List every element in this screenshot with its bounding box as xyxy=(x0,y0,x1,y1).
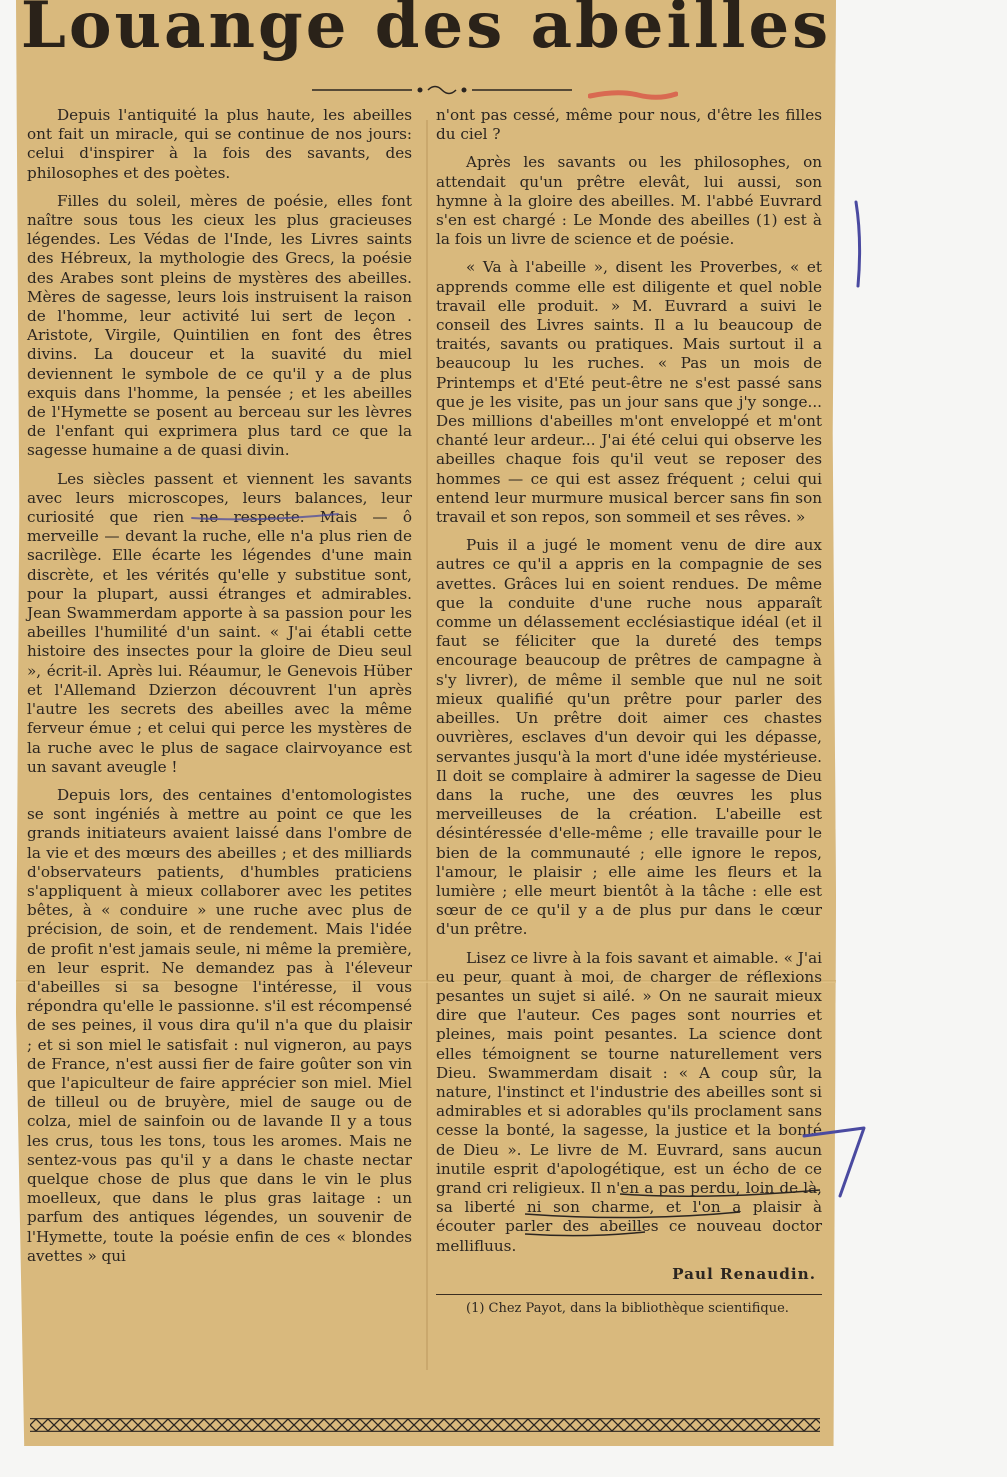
paragraph: Après les savants ou les philosophes, on attendait qu'un prêtre elevât, lui aussi, son hymne à la gloire des abeilles. M. l'abbé Euvrard s'en est chargé : Le Monde des abeilles (1) est à la fois un livre de science et de poésie. xyxy=(436,153,822,249)
paragraph: Filles du soleil, mères de poésie, elles font naître sous tous les cieux les plus gracieuses légendes. Les Védas de l'Inde, les Livres saints des Hébreux, la mythologie des Grecs, la poésie des Arabes sont pleins de mystères des abeilles. Mères de sagesse, leurs lois instruisent la raison de l'homme, leur activité lui sert de leçon . Aristote, Virgile, Quintilien en font des êtres divins. La douceur et la suavité du miel deviennent le symbole de ce qu'il y a de plus exquis dans l'homme, la pensée ; et les abeilles de l'Hymette se posent au berceau sur les lèvres de l'enfant qui exprimera plus tard ce que la sagesse humaine a de quasi divin. xyxy=(27,191,412,460)
author-signature: Paul Renaudin. xyxy=(672,1264,816,1283)
article-title: Louange des abeilles xyxy=(20,0,832,63)
blue-pen-underline xyxy=(190,508,340,524)
paragraph: Lisez ce livre à la fois savant et aimable. « J'ai eu peur, quant à moi, de charger de réflexions pesantes un sujet si ailé. » On ne saurait mieux dire que l'auteur. Ces pages sont nourries et pleines, mais point pesantes. La science dont elles témoignent se tourne naturellement vers Dieu. Swammerdam disait : « A coup sûr, la nature, l'instinct et l'industrie des abeilles sont si admirables et si adorables qu'ils proclament sans cesse la bonté, la sagesse, la justice et la bonté de Dieu ». Le livre de M. Euvrard, sans aucun inutile esprit d'apologétique, est un écho de ce grand cri religieux. Il n'en a pas perdu, loin de là, sa liberté ni son charme, et l'on a plaisir à écouter parler des abeilles ce nouveau doctor mellifluus. xyxy=(436,948,822,1255)
paragraph: Depuis l'antiquité la plus haute, les abeilles ont fait un miracle, qui se continue de nos jours: celui d'inspirer à la fois des savants, des philosophes et des poètes. xyxy=(27,106,412,182)
blue-pen-margin-mark xyxy=(846,200,868,290)
paragraph: « Va à l'abeille », disent les Proverbes, « et apprends comme elle est diligente et quel noble travail elle produit. » M. Euvrard a suivi le conseil des Livres saints. Il a lu beaucoup de traités, savants ou pratiques. Mais surtout il a beaucoup lu les ruches. « Pas un mois de Printemps et d'Eté peut-être ne s'est passé sans que je les visite, pas un jour sans que j'y songe... Des millions d'abeilles m'ont enveloppé et m'ont chanté leur ardeur... J'ai été celui qui observe les abeilles chaque fois qu'il veut se reposer des hommes — ce qui est assez fréquent ; celui qui entend leur murmure musical bercer sans fin son travail et son repos, son sommeil et ses rêves. » xyxy=(436,258,822,527)
paragraph: Depuis lors, des centaines d'entomologistes se sont ingéniés à mettre au point ce que les grands initiateurs avaient laissé dans l'ombre de la vie et des mœurs des abeilles ; et des milliards d'observateurs patients, d'humbles praticiens s'appliquent à mieux collaborer avec les petites bêtes, à « conduire » une ruche avec plus de précision, de soin, et de rendement. Mais l'idée de profit n'est jamais seule, ni même la première, en leur esprit. Ne demandez pas à l'éleveur d'abeilles si sa besogne l'intéresse, il vous répondra qu'elle le passionne. s'il est récompensé de ses peines, il vous dira qu'il n'a que du plaisir ; et si son miel le satisfait : nul vigneron, au pays de France, n'est aussi fier de faire goûter son vin que l'apiculteur de faire apprécier son miel. Miel de tilleul ou de bruyère, miel de sauge ou de colza, miel de sainfoin ou de lavande Il y a tous les crus, tous les tons, tous les aromes. Mais ne sentez-vous pas qu'il y a dans le chaste nectar quelque chose de plus que dans le vin le plus moelleux, que dans le plus gras laitage : un parfum des antiques légendes, un souvenir de l'Hymette, toute la poésie enfin de ces « blondes avettes » qui xyxy=(27,785,412,1265)
pen-underlines-quote xyxy=(525,1176,825,1252)
column-fold xyxy=(426,120,428,1370)
bottom-ornamental-border xyxy=(30,1418,820,1432)
paragraph: Puis il a jugé le moment venu de dire aux autres ce qu'il a appris en la compagnie de ses avettes. Grâces lui en soient rendues. De même que la conduite d'une ruche nous apparaît comme un délassement ecclésiastique idéal (et il faut se féliciter que la dureté des temps encourage beaucoup de prêtres de campagne à s'y livrer), de même il semble que nul ne soit mieux qualifié qu'un prêtre pour parler des abeilles. Un prêtre doit aimer ces chastes ouvrières, esclaves d'un devoir qui les dépasse, servantes jusqu'à la mort d'une idée mystérieuse. Il doit se complaire à admirer la sagesse de Dieu dans la ruche, une des œuvres les plus merveilleuses de la création. L'abeille est désintéressée d'elle-même ; elle travaille pour le bien de la communauté ; elle ignore le repos, l'amour, le plaisir ; elle aime les fleurs et la lumière ; elle meurt bientôt à la tâche : elle est sœur de ce qu'il y a de plus pur dans le cœur d'un prêtre. xyxy=(436,536,822,939)
paragraph: Les siècles passent et viennent les savants avec leurs microscopes, leurs balances, leur curiosité que rien ne respecte. Mais — ô merveille — devant la ruche, elle n'a plus rien de sacrilège. Elle écarte les légendes d'une main discrète, et les vérités qu'elle y substitue sont, pour la plupart, aussi étranges et admirables. Jean Swammerdam apporte à sa passion pour les abeilles l'humilité d'un saint. « J'ai établi cette histoire des insectes pour la gloire de Dieu seul », écrit-il. Après lui. Réaumur, le Genevois Hüber et l'Allemand Dzierzon découvrent l'un après l'autre les secrets des abeilles avec la même ferveur émue ; et celui qui perce les mystères de la ruche avec le plus de sagace clairvoyance est un savant aveugle ! xyxy=(27,469,412,776)
paragraph: n'ont pas cessé, même pour nous, d'être les filles du ciel ? xyxy=(436,106,822,144)
left-column xyxy=(27,106,412,1275)
footnote-rule xyxy=(436,1294,822,1295)
title-ornament xyxy=(312,82,572,98)
right-column xyxy=(436,106,822,1326)
red-pencil-mark xyxy=(588,88,678,102)
footnote: (1) Chez Payot, dans la bibliothèque scientifique. xyxy=(466,1300,789,1316)
